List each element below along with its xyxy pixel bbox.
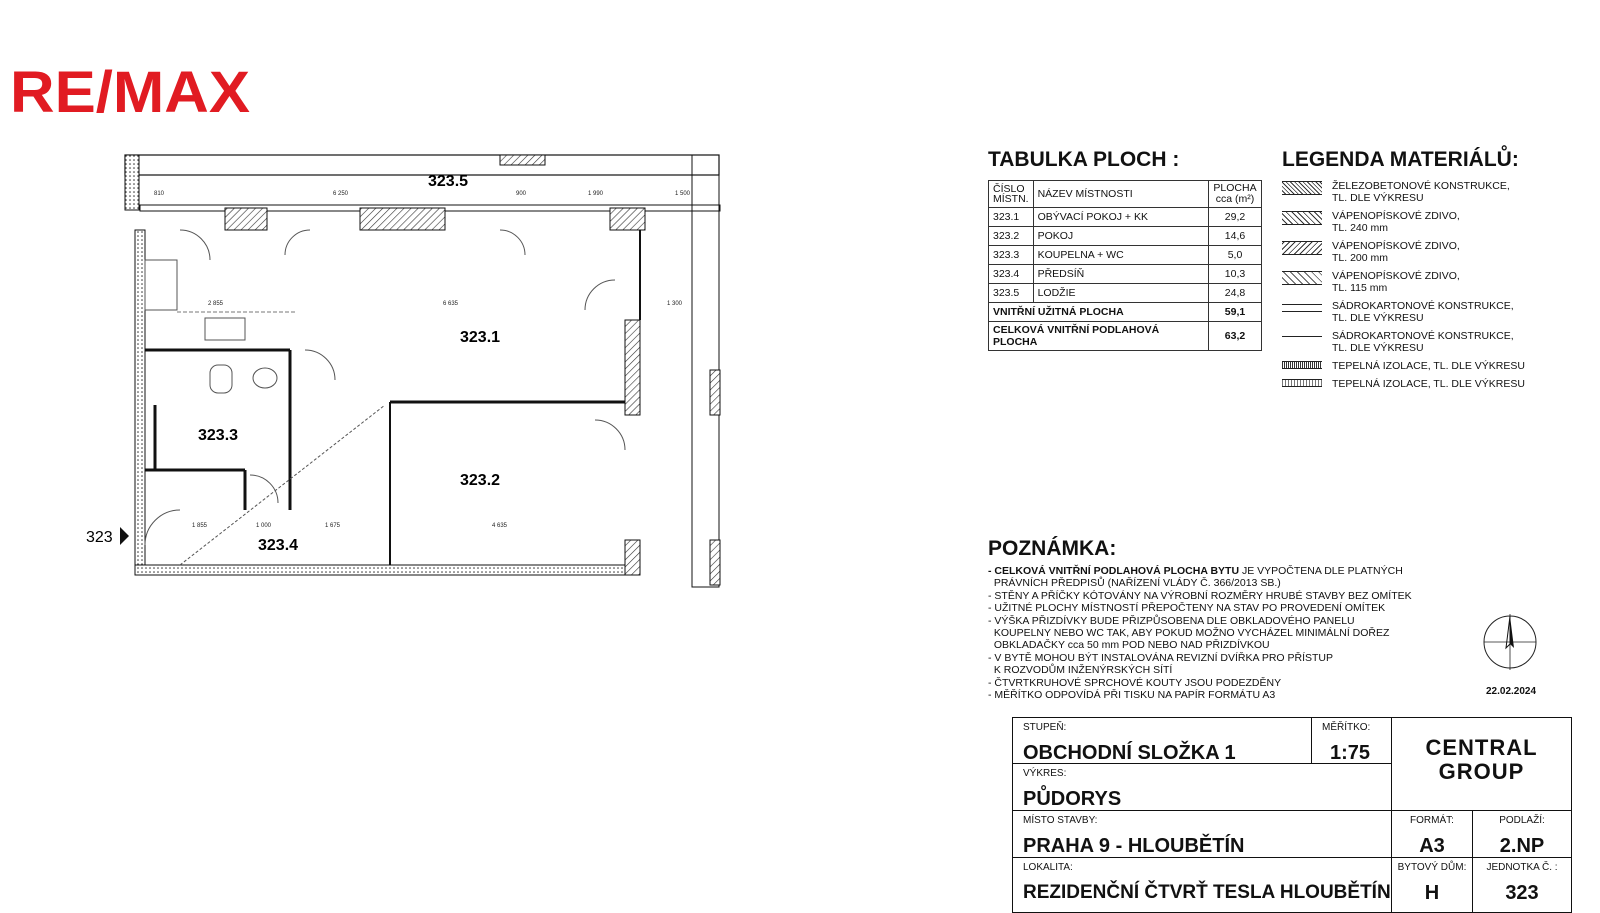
cell-name: LODŽIE (1033, 284, 1208, 303)
legend-label: VÁPENOPÍSKOVÉ ZDIVO, (1332, 240, 1460, 252)
entry-marker-label: 323 (86, 529, 113, 546)
note-line (988, 689, 1488, 701)
unit-label: JEDNOTKA Č. : (1486, 862, 1558, 873)
total-value: 59,1 (1209, 303, 1262, 322)
note-text: JE VYPOČTENA DLE PLATNÝCH (1239, 565, 1403, 577)
table-row (989, 208, 1262, 227)
legend-item (1282, 210, 1582, 234)
note-line (988, 664, 1488, 676)
stage-label: STUPEŇ: (1023, 722, 1067, 733)
legend-sublabel: TL. DLE VÝKRESU (1332, 192, 1424, 204)
floor-label: PODLAŽÍ: (1499, 815, 1545, 826)
legend-sublabel: TL. 115 mm (1332, 282, 1388, 294)
legend-sublabel: TL. 200 mm (1332, 252, 1389, 264)
dim-label: 4 635 (492, 523, 508, 529)
dimension-labels (154, 191, 691, 529)
cell-area: 14,6 (1209, 227, 1262, 246)
legend-sublabel: TL. DLE VÝKRESU (1332, 342, 1424, 354)
table-row (989, 227, 1262, 246)
company-logo (1391, 717, 1572, 811)
site-cell (1012, 810, 1392, 858)
legend-item (1282, 360, 1582, 372)
legend-label: TEPELNÁ IZOLACE, TL. DLE VÝKRESU (1332, 360, 1525, 372)
note-line (988, 602, 1488, 614)
areas-title: TABULKA PLOCH : (988, 148, 1180, 171)
legend-item (1282, 300, 1582, 324)
line-swatch (1282, 304, 1322, 312)
room-323-3-label: 323.3 (198, 427, 239, 444)
floor-plan (80, 150, 760, 600)
notes-title: POZNÁMKA: (988, 537, 1117, 560)
note-line (988, 677, 1488, 689)
note-text: - MĚŘÍTKO ODPOVÍDÁ PŘI TISKU NA PAPÍR FORMÁTU A3 (988, 689, 1276, 702)
legend-section (1282, 148, 1582, 396)
legend-sublabel: TL. 240 mm (1332, 222, 1389, 234)
cell-area: 29,2 (1209, 208, 1262, 227)
locality-cell (1012, 857, 1392, 913)
legend-title: LEGENDA MATERIÁLŮ: (1282, 148, 1519, 171)
site-value: PRAHA 9 - HLOUBĚTÍN (1023, 835, 1245, 857)
note-line (988, 577, 1488, 589)
drawing-label: VÝKRES: (1023, 768, 1067, 779)
note-line (988, 590, 1488, 602)
building-cell (1391, 857, 1473, 913)
floor-cell (1472, 810, 1572, 858)
dim-label: 6 635 (443, 301, 459, 307)
total-label: CELKOVÁ VNITŘNÍ PODLAHOVÁ PLOCHA (989, 322, 1209, 351)
dim-label: 1 000 (256, 523, 272, 529)
scale-cell (1311, 717, 1392, 764)
insulation-swatch (1282, 379, 1322, 387)
company-name-line2: GROUP (1438, 759, 1525, 784)
note-line (988, 627, 1488, 639)
room-323-5-label: 323.5 (428, 173, 469, 190)
total-value: 63,2 (1209, 322, 1262, 351)
title-block (1012, 717, 1572, 913)
entry-arrow-icon (120, 527, 129, 545)
note-text: - VÝŠKA PŘIZDÍVKY BUDE PŘIZPŮSOBENA DLE OBKLADOVÉHO PANELU (988, 614, 1355, 627)
remax-logo (10, 62, 260, 122)
dim-label: 1 855 (192, 523, 208, 529)
note-line (988, 652, 1488, 664)
cell-number: 323.2 (989, 227, 1034, 246)
table-header-row (989, 181, 1262, 208)
areas-section (988, 148, 1262, 351)
legend-item (1282, 180, 1582, 204)
table-row (989, 284, 1262, 303)
legend-label: TEPELNÁ IZOLACE, TL. DLE VÝKRESU (1332, 378, 1525, 390)
room-323-2-label: 323.2 (460, 472, 501, 489)
legend-label: SÁDROKARTONOVÉ KONSTRUKCE, (1332, 330, 1514, 342)
format-cell (1391, 810, 1473, 858)
dim-label: 6 250 (333, 191, 349, 197)
cell-area: 24,8 (1209, 284, 1262, 303)
locality-label: LOKALITA: (1023, 862, 1073, 873)
table-row (989, 246, 1262, 265)
company-name-line1: CENTRAL (1425, 735, 1538, 760)
cell-name: PŘEDSÍŇ (1033, 265, 1208, 284)
legend-label: VÁPENOPÍSKOVÉ ZDIVO, (1332, 210, 1460, 222)
cell-area: 5,0 (1209, 246, 1262, 265)
unit-cell (1472, 857, 1572, 913)
dim-label: 1 675 (325, 523, 341, 529)
dim-label: 2 855 (208, 301, 224, 307)
dim-label: 1 990 (588, 191, 604, 197)
locality-value: REZIDENČNÍ ČTVRŤ TESLA HLOUBĚTÍN (1023, 882, 1391, 903)
header-area: PLOCHA cca (m²) (1209, 181, 1262, 208)
unit-value: 323 (1505, 882, 1539, 904)
dim-label: 1 300 (667, 301, 683, 307)
header-number: ČÍSLO MÍSTN. (989, 181, 1034, 208)
dim-label: 900 (516, 191, 527, 197)
stage-value: OBCHODNÍ SLOŽKA 1 (1023, 742, 1236, 764)
line-swatch (1282, 336, 1322, 337)
note-line (988, 615, 1488, 627)
cell-number: 323.5 (989, 284, 1034, 303)
note-line (988, 565, 1488, 577)
drawing-cell (1012, 763, 1392, 811)
building-label: BYTOVÝ DŮM: (1397, 862, 1467, 873)
scale-value: 1:75 (1330, 742, 1371, 764)
note-text: PRÁVNÍCH PŘEDPISŮ (NAŘÍZENÍ VLÁDY Č. 366/2013 SB.) (988, 577, 1281, 590)
legend-sublabel: TL. DLE VÝKRESU (1332, 312, 1424, 324)
hatch-swatch (1282, 211, 1322, 225)
room-323-1-label: 323.1 (460, 329, 501, 346)
table-row (989, 265, 1262, 284)
cell-name: POKOJ (1033, 227, 1208, 246)
areas-table (988, 180, 1262, 351)
site-label: MÍSTO STAVBY: (1023, 815, 1098, 826)
legend-label: VÁPENOPÍSKOVÉ ZDIVO, (1332, 270, 1460, 282)
cell-name: KOUPELNA + WC (1033, 246, 1208, 265)
total-label: VNITŘNÍ UŽITNÁ PLOCHA (989, 303, 1209, 322)
notes-list (988, 565, 1488, 701)
scale-label: MĚŘÍTKO: (1322, 722, 1371, 733)
note-text: - STĚNY A PŘÍČKY KÓTOVÁNY NA VÝROBNÍ ROZMĚRY HRUBÉ STAVBY BEZ OMÍTEK (988, 589, 1412, 602)
insulation-swatch (1282, 361, 1322, 369)
north-arrow-icon (1480, 612, 1540, 672)
note-line (988, 639, 1488, 651)
note-text: K ROZVODŮM INŽENÝRSKÝCH SÍTÍ (988, 664, 1173, 677)
room-323-4-label: 323.4 (258, 537, 299, 554)
floor-value: 2.NP (1499, 835, 1545, 857)
note-text: - UŽITNÉ PLOCHY MÍSTNOSTÍ PŘEPOČTENY NA STAV PO PROVEDENÍ OMÍTEK (988, 602, 1386, 615)
cell-name: OBÝVACÍ POKOJ + KK (1033, 208, 1208, 227)
legend-item (1282, 378, 1582, 390)
cell-number: 323.3 (989, 246, 1034, 265)
cell-number: 323.4 (989, 265, 1034, 284)
note-text: OBKLADAČKY cca 50 mm POD NEBO NAD PŘIZDÍVKOU (988, 639, 1270, 652)
note-bold: - CELKOVÁ VNITŘNÍ PODLAHOVÁ PLOCHA BYTU (988, 565, 1240, 577)
format-value: A3 (1419, 835, 1445, 857)
legend-label: ŽELEZOBETONOVÉ KONSTRUKCE, (1332, 180, 1510, 192)
cell-area: 10,3 (1209, 265, 1262, 284)
note-text: KOUPELNY NEBO WC TAK, ABY POKUD MOŽNO VYCHÁZEL MINIMÁLNÍ DOŘEZ (988, 627, 1390, 640)
note-text: - V BYTĚ MOHOU BÝT INSTALOVÁNA REVIZNÍ DVÍŘKA PRO PŘÍSTUP (988, 651, 1334, 664)
building-value: H (1424, 882, 1440, 904)
dim-label: 1 500 (675, 191, 691, 197)
drawing-date: 22.02.2024 (1486, 686, 1537, 697)
notes-section (988, 537, 1488, 701)
drawing-value: PŮDORYS (1023, 788, 1122, 810)
dim-label: 810 (154, 191, 165, 197)
legend-item (1282, 330, 1582, 354)
remax-logo-text: RE/MAX (10, 62, 251, 122)
stage-cell (1012, 717, 1312, 764)
hatch-swatch (1282, 241, 1322, 255)
legend-label: SÁDROKARTONOVÉ KONSTRUKCE, (1332, 300, 1514, 312)
hatch-swatch (1282, 181, 1322, 195)
legend-item (1282, 240, 1582, 264)
format-label: FORMÁT: (1410, 815, 1454, 826)
note-text: - ČTVRTKRUHOVÉ SPRCHOVÉ KOUTY JSOU PODEZDĚNY (988, 676, 1282, 689)
legend-item (1282, 270, 1582, 294)
hatch-swatch (1282, 271, 1322, 285)
cell-number: 323.1 (989, 208, 1034, 227)
header-name: NÁZEV MÍSTNOSTI (1033, 181, 1208, 208)
table-total-row (989, 303, 1262, 322)
table-total-row (989, 322, 1262, 351)
